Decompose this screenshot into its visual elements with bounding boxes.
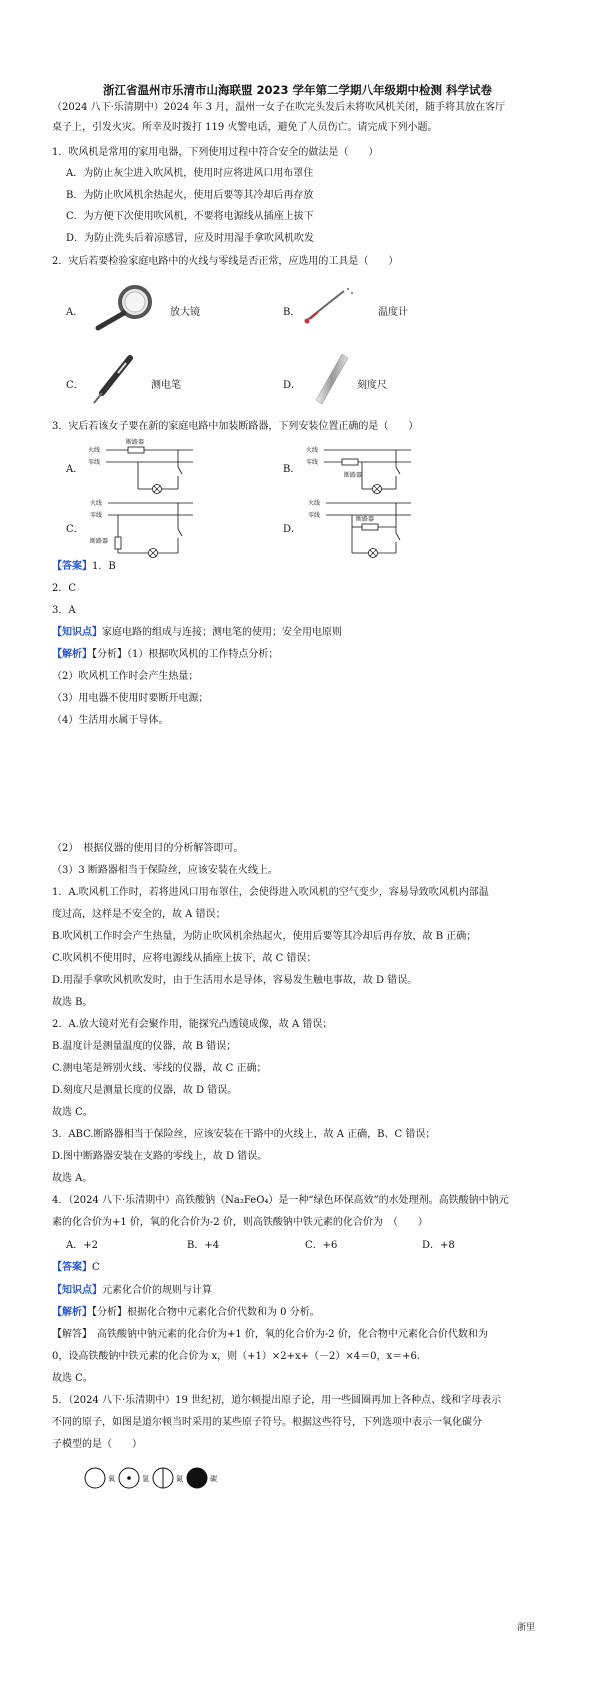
knowledge-block-1 [52, 626, 342, 640]
analysis-line: D.刻度尺是测量长度的仪器，故 D 错误。 [52, 1085, 238, 1096]
page-title: 浙江省温州市乐清市山海联盟 2023 学年第二学期八年级期中检测 科学试卷 [102, 83, 492, 97]
nitrogen-label: 氮 [176, 1475, 183, 1483]
knowledge-text: 家庭电路的组成与连接；测电笔的使用；安全用电原则 [102, 627, 342, 638]
q3-stem: 3．灾后若该女子要在新的家庭电路中加装断路器，下列安装位置正确的是（ ） [52, 421, 419, 432]
analysis-line: （4）生活用水属于导体。 [52, 715, 169, 726]
q4-solve-block [52, 1328, 488, 1342]
ruler-image [312, 352, 352, 407]
q1-option-b: B．为防止吹风机余热起火，使用后要等其冷却后再存放 [66, 190, 314, 201]
analysis-block-1 [52, 648, 278, 662]
breaker-label: 断路器 [356, 516, 375, 523]
neutral-wire-label: 零线 [306, 459, 319, 466]
analysis-line: （3）用电器不使用时要断开电源； [52, 693, 209, 704]
knowledge-tag: 【知识点】 [52, 1285, 102, 1296]
neutral-wire-label: 零线 [308, 512, 321, 519]
analysis-tag: 【解析】 [52, 649, 92, 660]
analysis-line: C.吹风机不使用时，应将电源线从插座上拔下，故 C 错误； [52, 953, 317, 964]
q2-name-a: 放大镜 [170, 307, 200, 318]
analysis-line: 3．ABC.断路器相当于保险丝，应该安装在干路中的火线上，故 A 正确，B、C 错误； [52, 1129, 436, 1140]
q4-answer: C [92, 1262, 100, 1273]
q1-option-c: C．为方便下次使用吹风机，不要将电源线从插座上拔下 [66, 211, 314, 222]
analysis-line: 故选 C。 [52, 1107, 93, 1118]
breaker-label: 断路器 [90, 538, 109, 545]
hydrogen-label: 氢 [142, 1475, 149, 1483]
breaker-label: 断路器 [344, 472, 363, 479]
q4-conclusion: 故选 C。 [52, 1373, 93, 1384]
q2-name-b: 温度计 [378, 307, 408, 318]
q2-name-d: 刻度尺 [357, 380, 387, 391]
q2-letter-a: A． [66, 307, 84, 318]
analysis-line: （3）3 断路器相当于保险丝，应该安装在火线上。 [52, 865, 278, 876]
q2-letter-b: B． [283, 307, 301, 318]
q3-letter-d: D． [283, 524, 302, 535]
analysis-line: 2．A.放大镜对光有会聚作用，能探究凸透镜成像，故 A 错误； [52, 1019, 333, 1030]
analysis-lead: 【分析】（1）根据吹风机的工作特点分析； [92, 649, 279, 660]
q2-letter-c: C． [66, 380, 84, 391]
test-pencil-image [90, 353, 145, 408]
q5-stem-line-2: 不同的原子，如图是道尔顿当时采用的某些原子符号。根据这些符号，下列选项中表示一氧化碳分 [52, 1417, 482, 1428]
neutral-wire-label: 零线 [88, 459, 101, 466]
q4-analysis: 【分析】根据化合物中元素化合价代数和为 0 分析。 [92, 1307, 320, 1318]
analysis-line: （2） 根据仪器的使用目的分析解答即可。 [52, 843, 244, 854]
circuit-diagram-b [306, 437, 416, 497]
q4-stem-line-2: 素的化合价为+1 价，氧的化合价为-2 价，则高铁酸钠中铁元素的化合价为 （ ） [52, 1217, 428, 1228]
q3-letter-b: B． [283, 464, 301, 475]
analysis-line: 故选 B。 [52, 997, 93, 1008]
neutral-wire-label: 零线 [90, 512, 103, 519]
live-wire-label: 火线 [90, 500, 103, 507]
knowledge-tag: 【知识点】 [52, 627, 102, 638]
q1-option-a: A．为防止灰尘进入吹风机，使用时应将进风口用布罩住 [66, 168, 314, 179]
q4-option-c: C．+6 [305, 1240, 338, 1251]
q1-option-d: D．为防止洗头后着凉感冒，应及时用湿手拿吹风机吹发 [66, 233, 315, 244]
intro-line-2: 桌子上，引发火灾。所幸及时拨打 119 火警电话，避免了人员伤亡。请完成下列小题。 [52, 122, 438, 133]
q2-stem: 2．灾后若要检验家庭电路中的火线与零线是否正常，应选用的工具是（ ） [52, 256, 399, 267]
thermometer-image [300, 283, 360, 328]
answer-1: 1．B [92, 561, 116, 572]
answer-tag: 【答案】 [52, 561, 92, 572]
breaker-label: 断路器 [126, 439, 145, 446]
q4-analysis-block [52, 1306, 320, 1320]
answer-3: 3．A [52, 605, 76, 616]
live-wire-label: 火线 [306, 447, 319, 454]
analysis-line: 度过高，这样是不安全的，故 A 错误； [52, 909, 226, 920]
live-wire-label: 火线 [88, 447, 101, 454]
circuit-diagram-a [88, 437, 198, 497]
circuit-diagram-d [306, 497, 416, 559]
q1-stem: 1．吹风机是常用的家用电器，下列使用过程中符合安全的做法是（ ） [52, 147, 379, 158]
answer-block-1 [52, 560, 116, 574]
intro-line-1: （2024 八下·乐清期中）2024 年 3 月，温州一女子在吹完头发后未将吹风机关闭，随手将其放在客厅 [52, 102, 506, 113]
q4-knowledge: 元素化合价的规则与计算 [102, 1285, 212, 1296]
analysis-line: （2）吹风机工作时会产生热量； [52, 671, 199, 682]
live-wire-label: 火线 [308, 500, 321, 507]
q4-option-b: B．+4 [187, 1240, 220, 1251]
q4-solve-line-2: 0，设高铁酸钠中铁元素的化合价为 x，则（+1）×2+x+（－2）×4＝0，x＝+6. [52, 1351, 421, 1362]
dalton-atom-symbols [84, 1466, 254, 1490]
q3-letter-a: A． [66, 464, 84, 475]
q2-letter-d: D． [283, 380, 302, 391]
oxygen-label: 氧 [108, 1475, 115, 1483]
analysis-tag: 【解析】 [52, 1307, 92, 1318]
analysis-line: C.测电笔是辨别火线、零线的仪器，故 C 正确； [52, 1063, 267, 1074]
q5-stem-line-1: 5．（2024 八下·乐清期中）19 世纪初，道尔顿提出原子论，用一些圆圈再加上各种点、线和字母表示 [52, 1395, 502, 1406]
analysis-line: D.图中断路器安装在支路的零线上，故 D 错误。 [52, 1151, 268, 1162]
answer-tag: 【答案】 [52, 1262, 92, 1273]
analysis-line: 故选 A。 [52, 1173, 93, 1184]
carbon-symbol [187, 1468, 207, 1488]
q3-letter-c: C． [66, 524, 84, 535]
q4-stem-line-1: 4．（2024 八下·乐清期中）高铁酸钠（Na₂FeO₄）是一种“绿色环保高效”的水处理剂。高铁酸钠中钠元 [52, 1195, 509, 1206]
q4-option-d: D．+8 [422, 1240, 455, 1251]
q2-name-c: 测电笔 [151, 380, 181, 391]
oxygen-symbol [85, 1468, 105, 1488]
answer-2: 2．C [52, 583, 77, 594]
circuit-diagram-c [88, 497, 198, 559]
analysis-line: B.吹风机工作时会产生热量，为防止吹风机余热起火，使用后要等其冷却后再存放，故 B 正确； [52, 931, 477, 942]
analysis-line: 1．A.吹风机工作时，若将进风口用布罩住，会使得进入吹风机的空气变少，容易导致吹风机内部温 [52, 887, 489, 898]
q4-answer-block [52, 1261, 100, 1275]
analysis-line: B.温度计是测量温度的仪器，故 B 错误； [52, 1041, 237, 1052]
q4-solve-line-1: 高铁酸钠中钠元素的化合价为+1 价，氧的化合价为-2 价，化合物中元素化合价代数和为 [97, 1329, 488, 1340]
magnifier-image [90, 282, 160, 332]
footer-mark: 浙里 [517, 1623, 536, 1633]
carbon-label: 碳 [210, 1475, 217, 1483]
q5-stem-line-3: 子模型的是（ ） [52, 1439, 142, 1450]
solve-tag: 【解答】 [52, 1329, 87, 1340]
analysis-line: D.用湿手拿吹风机吹发时，由于生活用水是导体，容易发生触电事故，故 D 错误。 [52, 975, 418, 986]
q4-option-a: A．+2 [66, 1240, 98, 1251]
q4-knowledge-block [52, 1284, 212, 1298]
